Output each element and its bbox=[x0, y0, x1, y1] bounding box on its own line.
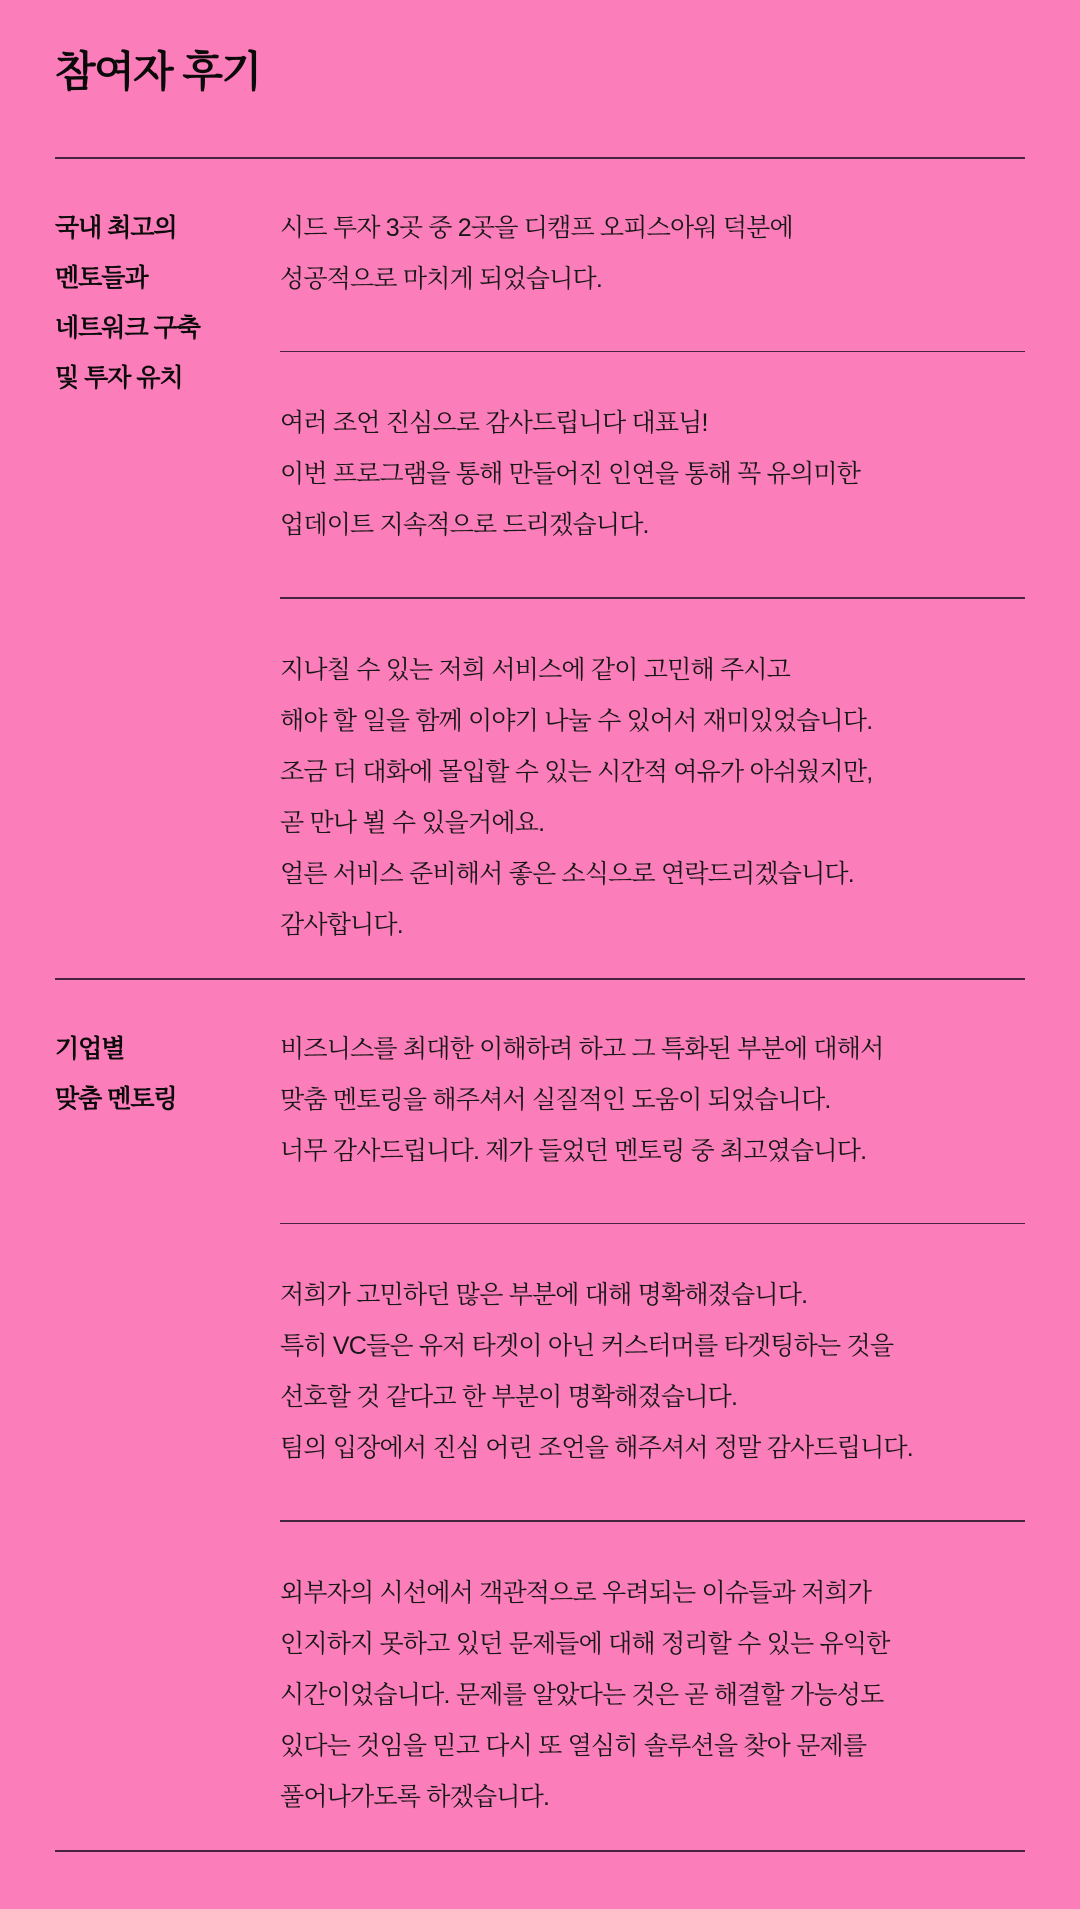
testimonial-line: 너무 감사드립니다. 제가 들었던 멘토링 중 최고였습니다. bbox=[280, 1136, 867, 1165]
section-label bbox=[55, 203, 280, 403]
testimonial-line: 있다는 것임을 믿고 다시 또 열심히 솔루션을 찾아 문제를 bbox=[280, 1731, 867, 1760]
section-content bbox=[280, 203, 1025, 951]
section-label-line: 멘토들과 bbox=[55, 263, 148, 292]
testimonial-quote bbox=[280, 1270, 1025, 1474]
testimonial-line: 성공적으로 마치게 되었습니다. bbox=[280, 264, 602, 293]
testimonial-quote bbox=[280, 203, 1025, 305]
section-divider bbox=[55, 1850, 1025, 1852]
testimonial-line: 팀의 입장에서 진심 어린 조언을 해주셔서 정말 감사드립니다. bbox=[280, 1434, 913, 1462]
testimonial-line: 조금 더 대화에 몰입할 수 있는 시간적 여유가 아쉬웠지만, bbox=[280, 757, 873, 786]
testimonial-quote bbox=[280, 645, 1025, 951]
testimonial-line: 얼른 서비스 준비해서 좋은 소식으로 연락드리겠습니다. bbox=[280, 859, 854, 888]
testimonial-line: 곧 만나 뵐 수 있을거에요. bbox=[280, 808, 545, 837]
section-label-line: 맞춤 멘토링 bbox=[55, 1084, 177, 1113]
testimonial-line: 이번 프로그램을 통해 만들어진 인연을 통해 꼭 유의미한 bbox=[280, 460, 861, 488]
page-title: 참여자 후기 bbox=[55, 48, 261, 95]
testimonial-line: 지나칠 수 있는 저희 서비스에 같이 고민해 주시고 bbox=[280, 655, 791, 684]
testimonial-divider bbox=[280, 597, 1025, 599]
section-label-line: 국내 최고의 bbox=[55, 213, 177, 242]
testimonial-line: 시간이었습니다. 문제를 알았다는 것은 곧 해결할 가능성도 bbox=[280, 1680, 884, 1709]
section-label bbox=[55, 1024, 280, 1124]
testimonial-line: 특히 VC들은 유저 타겟이 아닌 커스터머를 타겟팅하는 것을 bbox=[280, 1332, 894, 1360]
section-label-line: 및 투자 유치 bbox=[55, 363, 183, 392]
testimonial-line: 인지하지 못하고 있던 문제들에 대해 정리할 수 있는 유익한 bbox=[280, 1629, 890, 1658]
testimonial-quote bbox=[280, 1568, 1025, 1823]
section-label-line: 기업별 bbox=[55, 1034, 125, 1063]
testimonial-section bbox=[55, 159, 1025, 978]
testimonial-line: 여러 조언 진심으로 감사드립니다 대표님! bbox=[280, 409, 708, 437]
testimonial-line: 풀어나가도록 하겠습니다. bbox=[280, 1782, 550, 1811]
testimonial-line: 비즈니스를 최대한 이해하려 하고 그 특화된 부분에 대해서 bbox=[280, 1034, 884, 1063]
section-label-line: 네트워크 구축 bbox=[55, 313, 200, 342]
testimonial-divider bbox=[280, 1520, 1025, 1522]
testimonial-line: 감사합니다. bbox=[280, 910, 403, 939]
testimonial-line: 선호할 것 같다고 한 부분이 명확해졌습니다. bbox=[280, 1383, 738, 1411]
testimonial-quote bbox=[280, 398, 1025, 551]
testimonial-divider bbox=[280, 1223, 1025, 1225]
testimonial-section bbox=[55, 980, 1025, 1850]
testimonial-line: 맞춤 멘토링을 해주셔서 실질적인 도움이 되었습니다. bbox=[280, 1085, 831, 1114]
testimonial-line: 업데이트 지속적으로 드리겠습니다. bbox=[280, 511, 649, 539]
testimonial-quote bbox=[280, 1024, 1025, 1177]
testimonial-divider bbox=[280, 351, 1025, 353]
testimonial-line: 저희가 고민하던 많은 부분에 대해 명확해졌습니다. bbox=[280, 1281, 808, 1309]
section-content bbox=[280, 1024, 1025, 1823]
testimonial-line: 외부자의 시선에서 객관적으로 우려되는 이슈들과 저희가 bbox=[280, 1578, 872, 1607]
sections-container bbox=[55, 159, 1025, 1852]
testimonial-line: 해야 할 일을 함께 이야기 나눌 수 있어서 재미있었습니다. bbox=[280, 706, 873, 735]
testimonial-line: 시드 투자 3곳 중 2곳을 디캠프 오피스아워 덕분에 bbox=[280, 213, 793, 242]
